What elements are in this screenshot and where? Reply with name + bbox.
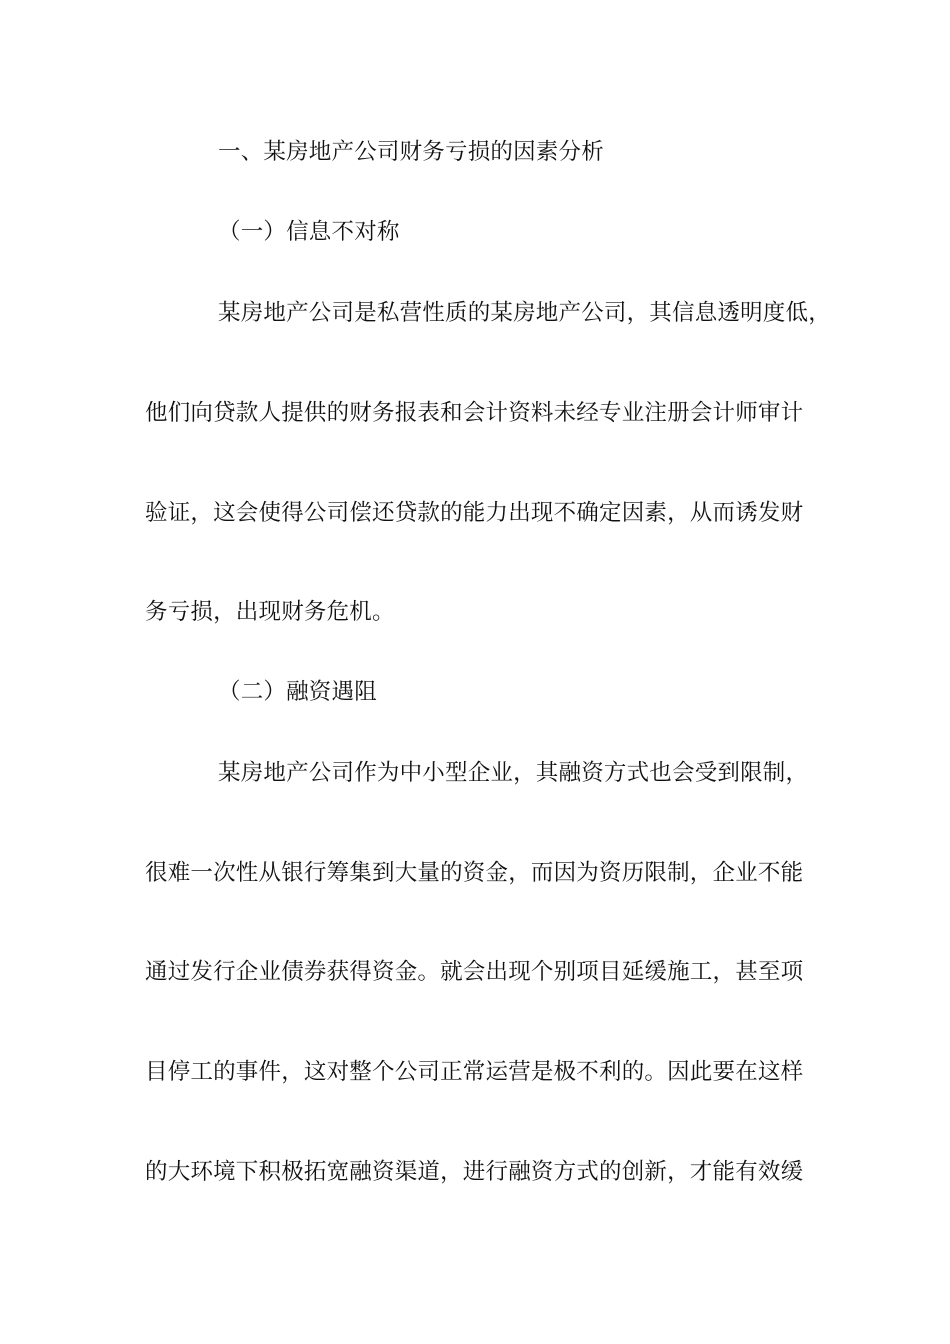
paragraph-1-line-2: 他们向贷款人提供的财务报表和会计资料未经专业注册会计师审计 — [145, 400, 804, 426]
paragraph-2-line-2: 很难一次性从银行筹集到大量的资金，而因为资历限制，企业不能 — [145, 860, 804, 886]
paragraph-2-line-5: 的大环境下积极拓宽融资渠道，进行融资方式的创新，才能有效缓 — [145, 1159, 804, 1185]
subsection-title-1: （一）信息不对称 — [218, 219, 400, 245]
paragraph-2-line-1: 某房地产公司作为中小型企业，其融资方式也会受到限制， — [218, 760, 809, 786]
paragraph-1-line-1: 某房地产公司是私营性质的某房地产公司，其信息透明度低， — [218, 300, 831, 326]
paragraph-2-line-3: 通过发行企业债券获得资金。就会出现个别项目延缓施工，甚至项 — [145, 959, 804, 985]
subsection-title-2: （二）融资遇阻 — [218, 679, 377, 705]
paragraph-2-line-4: 目停工的事件，这对整个公司正常运营是极不利的。因此要在这样 — [145, 1059, 804, 1085]
paragraph-1-line-3: 验证，这会使得公司偿还贷款的能力出现不确定因素，从而诱发财 — [145, 500, 804, 526]
section-heading: 一、某房地产公司财务亏损的因素分析 — [218, 139, 604, 165]
paragraph-1-line-4: 务亏损，出现财务危机。 — [145, 599, 395, 625]
